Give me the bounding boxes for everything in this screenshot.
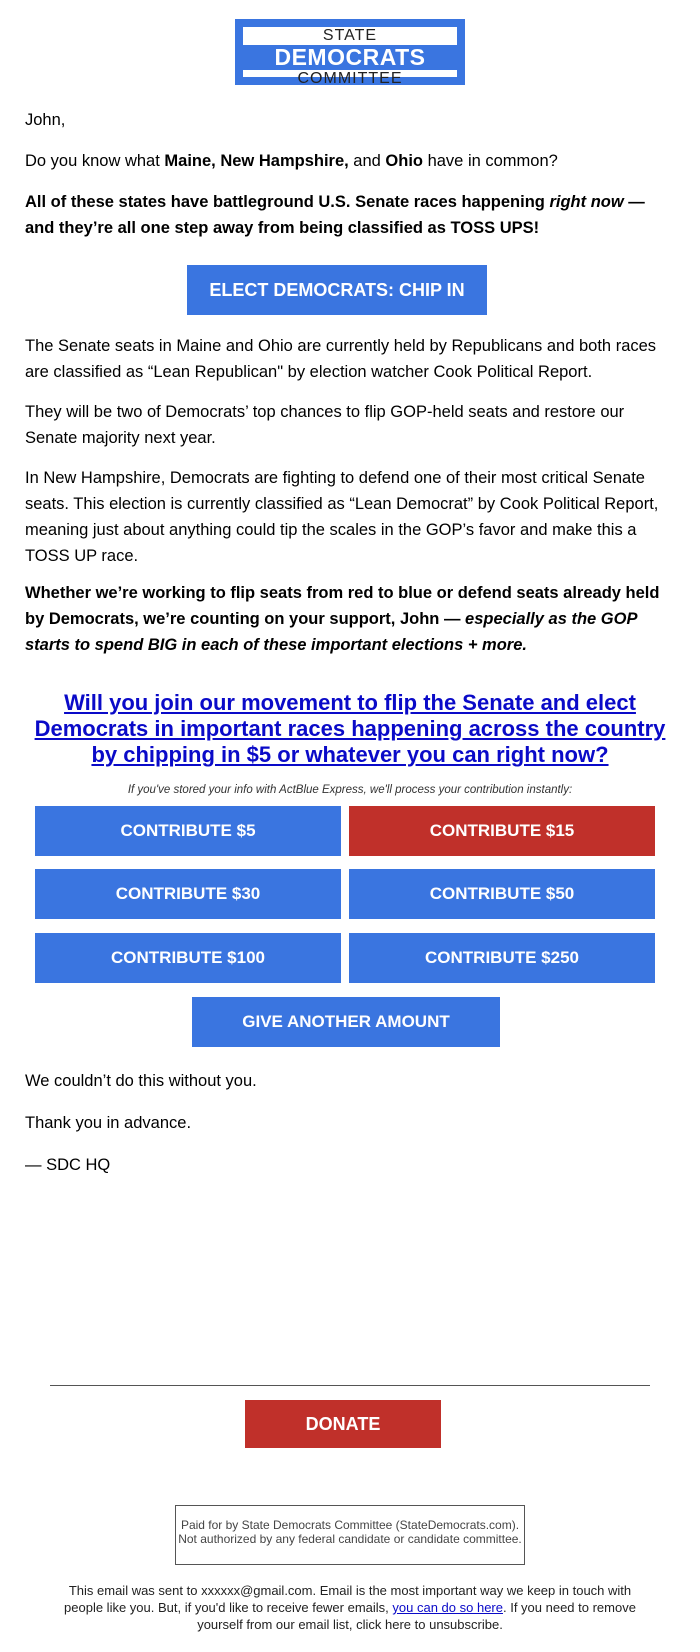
footer-text: This email was sent to xxxxxx@gmail.com. Email is the most important way we keep in touch with people like you. But, if you'd like to receive fewer emails, you can do so here. If you need to remove yourself from our email list, click here to unsubscribe. (64, 1583, 636, 1632)
footer-divider (50, 1385, 650, 1386)
contribute-50-button[interactable]: CONTRIBUTE $50 (349, 869, 655, 919)
logo-line-state: STATE (322, 27, 378, 44)
logo-line-democrats: DEMOCRATS (235, 45, 465, 70)
contribute-15-button[interactable]: CONTRIBUTE $15 (349, 806, 655, 856)
elect-democrats-button[interactable]: ELECT DEMOCRATS: CHIP IN (187, 265, 487, 315)
sdc-logo[interactable] (235, 19, 465, 85)
fewer-emails-link[interactable]: you can do so here (392, 1600, 503, 1615)
contribute-250-button[interactable]: CONTRIBUTE $250 (349, 933, 655, 983)
paragraph-new-hampshire: In New Hampshire, Democrats are fighting to defend one of their most critical Senate seats. This election is currently classified as “Lean Democrat” by Cook Political Report, meaning just about anything could tip the scales in the GOP’s favor and make this a TOSS UP race. (25, 469, 659, 565)
battleground-statement: All of these states have battleground U.S. Senate races happening right now — and they’re all one step away from being classified as TOSS UPS! (25, 193, 645, 237)
contribute-5-button[interactable]: CONTRIBUTE $5 (35, 806, 341, 856)
give-another-amount-button[interactable]: GIVE ANOTHER AMOUNT (192, 997, 500, 1047)
recipient-email: xxxxxx@gmail.com (201, 1583, 313, 1598)
paragraph-maine-ohio: The Senate seats in Maine and Ohio are currently held by Republicans and both races are classified as “Lean Republican" by election watcher Cook Political Report. (25, 337, 657, 381)
signature: — SDC HQ (25, 1156, 111, 1174)
intro-question: Do you know what Maine, New Hampshire, and Ohio have in common? (25, 152, 558, 170)
logo-line-committee: COMMITTEE (297, 70, 403, 87)
paid-for-disclaimer: Paid for by State Democrats Committee (StateDemocrats.com). Not authorized by any federal candidate or candidate committee. (175, 1505, 525, 1565)
contribute-100-button[interactable]: CONTRIBUTE $100 (35, 933, 341, 983)
ask-link[interactable]: Will you join our movement to flip the Senate and elect Democrats in important races happening across the country by chipping in $5 or whatever you can right now? (34, 690, 666, 767)
closing-line-1: We couldn’t do this without you. (25, 1072, 257, 1090)
paragraph-support: Whether we’re working to flip seats from red to blue or defend seats already held by Democrats, we’re counting on your support, John — especially as the GOP starts to spend BIG in each of these important elections + more. (25, 584, 660, 654)
contribute-30-button[interactable]: CONTRIBUTE $30 (35, 869, 341, 919)
paragraph-top-chances: They will be two of Democrats’ top chances to flip GOP-held seats and restore our Senate majority next year. (25, 403, 625, 447)
actblue-note: If you've stored your info with ActBlue Express, we'll process your contribution instantly: (127, 784, 573, 796)
greeting: John, (25, 111, 66, 129)
closing-line-2: Thank you in advance. (25, 1114, 192, 1132)
donate-button[interactable]: DONATE (245, 1400, 441, 1448)
